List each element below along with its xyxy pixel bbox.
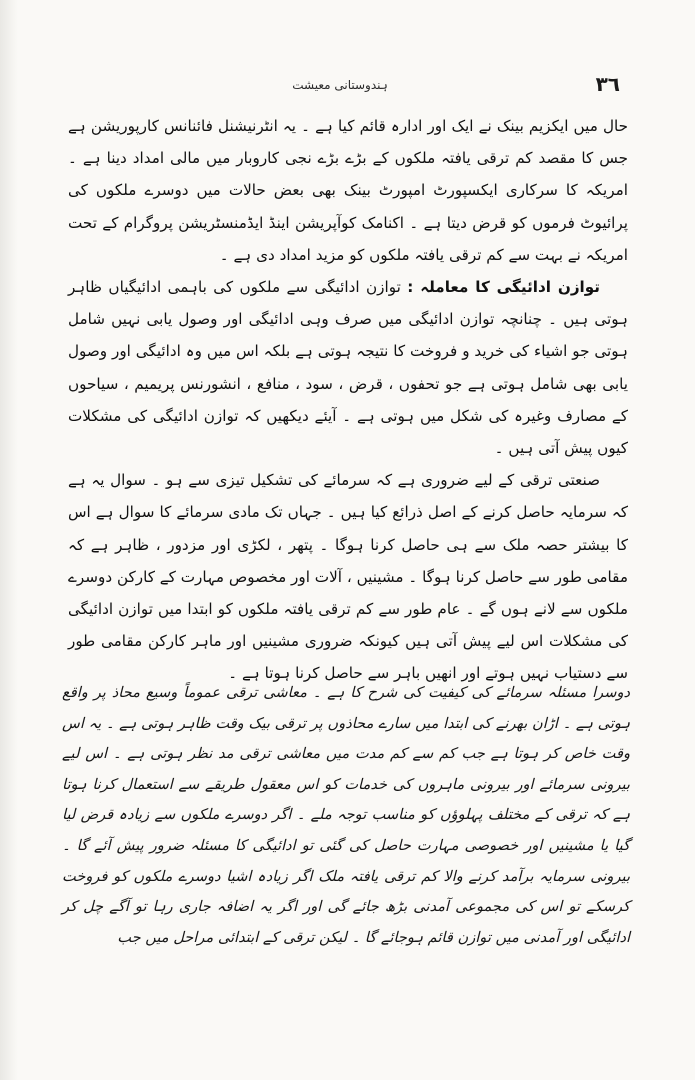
paragraph-3: صنعتی ترقی کے لیے ضروری ہے کہ سرمائے کی تشکیل تیزی سے ہو ۔ سوال یہ ہے کہ سرمایہ حاصل کرنے کے اصل ذرائع کیا ہیں ۔ جہاں تک مادی سرمائے کا سوال ہے اس کا بیشتر حصہ ملک سے ہی حاصل کرنا ہوگا ۔ پتھر ، لکڑی اور مزدور ، ظاہر ہے کہ مقامی طور سے حاصل کرنا ہوگا ۔ مشینیں ، آلات اور مخصوص مہارت کے کارکن دوسرے ملکوں سے لانے ہوں گے ۔ عام طور سے کم ترقی یافتہ ملکوں کو ابتدا میں توازن ادائیگی کی مشکلات اس لیے پیش آتی ہیں کیونکہ ضروری مشینیں اور ماہر کارکن مقامی طور سے دستیاب نہیں ہوتے اور انھیں باہر سے حاصل کرنا ہوتا ہے ۔ — [68, 471, 628, 683]
paragraph-2-heading: توازن ادائیگی کا معاملہ : — [407, 278, 600, 297]
paragraph-2-body: توازن ادائیگی سے ملکوں کی باہمی ادائیگیاں ظاہر ہوتی ہیں ۔ چنانچہ توازن ادائیگی میں صرف وہی ادائیگی اور وصول یابی نہیں شامل ہوتی جو اشیاء کی خرید و فروخت کا نتیجہ ہوتی ہے بلکہ اس میں وہ ادائیگی اور وصول یابی بھی شامل ہوتی ہے جو تحفوں ، قرض ، سود ، منافع ، انشورنس پریمیم ، سیاحوں کے مصارف وغیرہ کی شکل میں ہوتی ہے ۔ آیئے دیکھیں کہ توازن ادائیگی کی مشکلات کیوں پیش آتی ہیں ۔ — [68, 278, 628, 458]
printed-text-block — [68, 110, 628, 690]
paragraph-1: حال میں ایکزیم بینک نے ایک اور ادارہ قائم کیا ہے ۔ یہ انٹرنیشنل فائنانس کارپوریشن ہے جس کا مقصد کم ترقی یافتہ ملکوں کے بڑے بڑے نجی کاروبار میں مالی امداد دینا ہے ۔ امریکہ کا سرکاری ایکسپورٹ امپورٹ بینک بھی بعض حالات میں دوسرے ملکوں کی پرائیوٹ فرموں کو قرض دیتا ہے ۔ اکنامک کوآپریشن اینڈ ایڈمنسٹریشن پروگرام کے تحت امریکہ نے بہت سے کم ترقی یافتہ ملکوں کو مزید امداد دی ہے ۔ — [68, 117, 628, 264]
handwritten-paragraph: دوسرا مسئلہ سرمائے کی کیفیت کی شرح کا ہے ۔ معاشی ترقی عموماً وسیع محاذ پر واقع ہوتی ہے ۔ اڑان بھرنے کی ابتدا میں سارے محاذوں پر ترقی بیک وقت ظاہر ہوتی ہے ۔ یہ اس وقت خاص کر ہوتا ہے جب کم سے کم مدت میں معاشی ترقی مد نظر ہوتی ہے ۔ اس لیے بیرونی سرمائے اور بیرونی ماہروں کی خدمات کو اس معقول طریقے سے استعمال کرنا ہوتا ہے کہ ترقی کے مختلف پہلوؤں کو مناسب توجہ ملے ۔ اگر دوسرے ملکوں سے زیادہ قرض لیا گیا یا مشینیں اور خصوصی مہارت حاصل کی گئی تو ادائیگی کا مسئلہ ضرور پیش آئے گا ۔ بیرونی سرمایہ برآمد کرنے والا کم ترقی یافتہ ملک اگر زیادہ اشیا دوسرے ملکوں کو فروخت کرسکے تو اس کی مجموعی آمدنی بڑھ جائے گی اور اگر یہ اضافہ جاری رہا تو آگے چل کر ادائیگی اور آمدنی میں توازن قائم ہوجائے گا ۔ لیکن ترقی کے ابتدائی مراحل میں جب — [62, 684, 630, 946]
running-title: ہندوستانی معیشت — [292, 78, 388, 92]
paragraph-2 — [68, 271, 628, 464]
handwritten-text-block — [62, 678, 630, 953]
page-number: ٣٦ — [595, 72, 620, 96]
page-gutter-shadow — [0, 0, 18, 1080]
page-header — [60, 70, 620, 106]
